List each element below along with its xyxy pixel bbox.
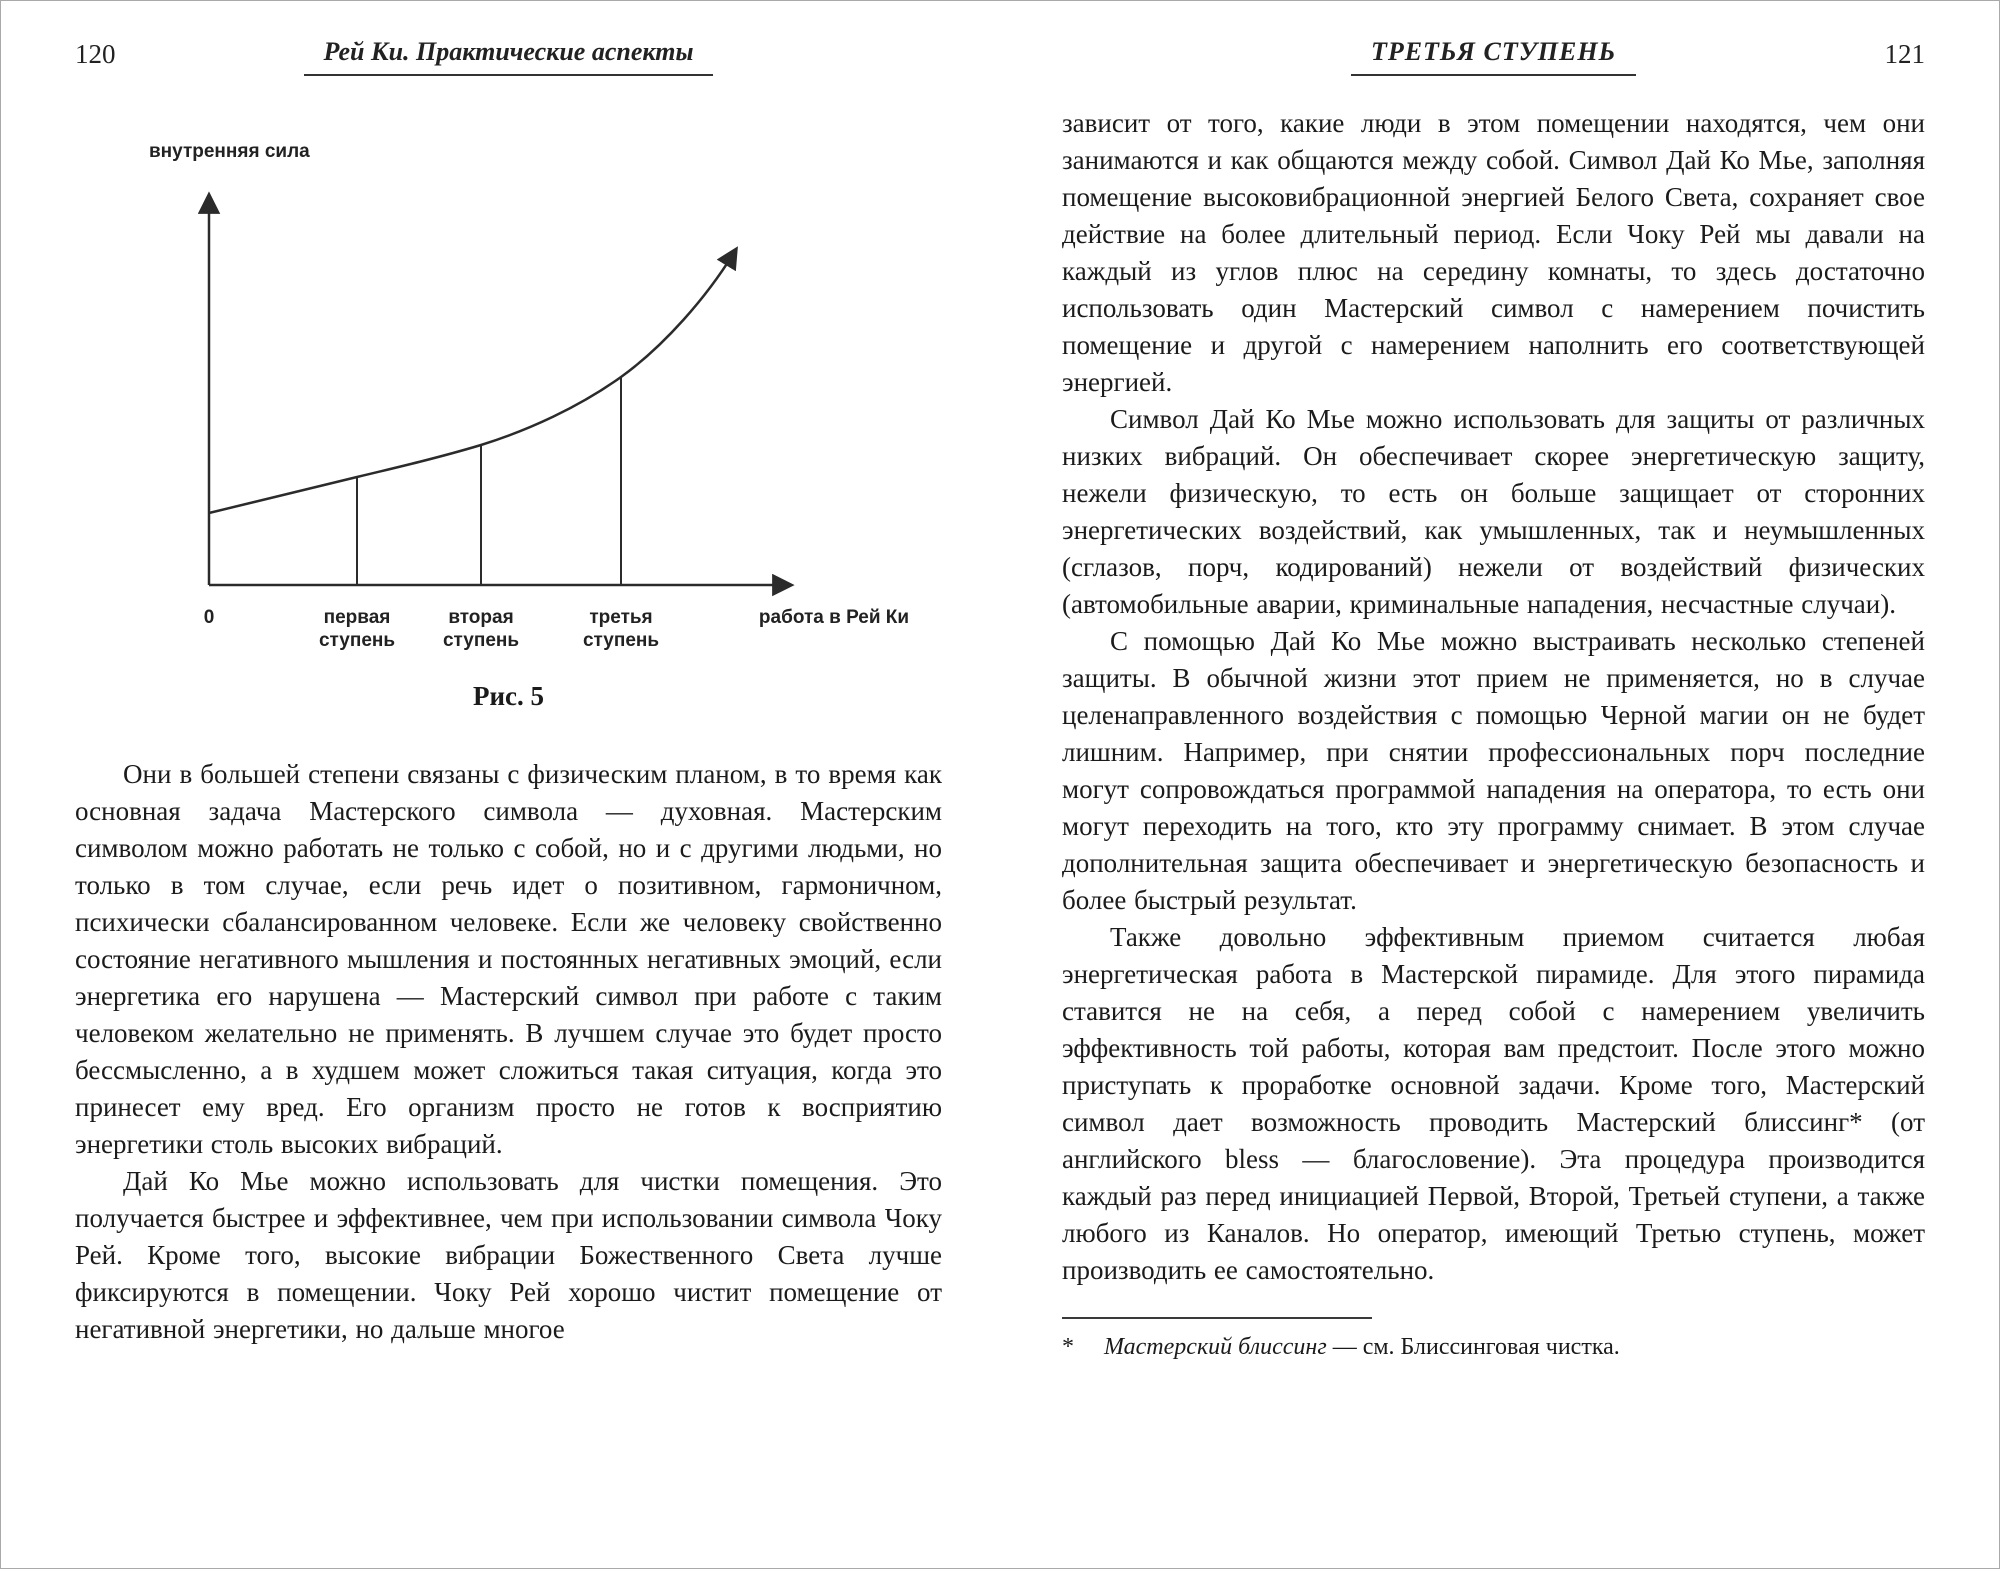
footnote-term: Мастерский блиссинг [1104, 1334, 1327, 1360]
page-right [1000, 1, 1999, 1568]
paragraph: Символ Дай Ко Мье можно использовать для защиты от различных низких вибраций. Он обеспечивает скорее энергетическую защиту, нежели физическую, то есть он больше защищает от сторонних энергетических воздействий, как умышленных, так и неумышленных (сглазов, порч, кодирований) нежели от воздействий физических (автомобильные аварии, криминальные нападения, несчастные случаи). [1062, 404, 1925, 619]
paragraph: С помощью Дай Ко Мье можно выстраивать несколько степеней защиты. В обычной жизни этот прием не применяется, но в случае целенаправленного воздействия с помощью Черной магии он не будет лишним. Например, при снятии профессиональных порч последние могут сопровождаться программой нападения на оператора, то есть они могут переходить на того, кто эту программу снимает. В этом случае дополнительная защита обеспечивает и энергетическую безопасность и более быстрый результат. [1062, 626, 1925, 915]
x-tick-1-line1: первая [323, 607, 390, 628]
footnote-text: — см. Блиссинговая чистка. [1326, 1334, 1620, 1360]
left-body-text [75, 756, 942, 1348]
left-header [75, 37, 942, 89]
x-axis-label: работа в Рей Ки [758, 607, 909, 628]
left-running-head: Рей Ки. Практические аспекты [304, 37, 714, 76]
x-tick-3-line2: ступень [582, 630, 659, 651]
right-page-number: 121 [1884, 39, 1925, 69]
figure-caption: Рис. 5 [472, 681, 545, 711]
y-axis-label: внутренняя сила [148, 141, 310, 162]
x-tick-origin: 0 [203, 607, 214, 628]
right-body-text [1062, 105, 1925, 1289]
right-header [1062, 37, 1925, 89]
x-tick-1-line2: ступень [318, 630, 395, 651]
paragraph: Они в большей степени связаны с физическим планом, в то время как основная задача Мастерского символа — духовная. Мастерским символом можно работать не только с собой, но и с другими людьми, но только в том случае, если речь идет о позитивном, гармоничном, психически сбалансированном человеке. Если же человеку свойственно состояние негативного мышления и постоянных негативных эмоций, если энергетика его нарушена — Мастерский символ при работе с таким человеком желательно не применять. В лучшем случае это будет просто бессмысленно, а в худшем может сложиться такая ситуация, когда это принесет ему вред. Его организм просто не готов к восприятию энергетики столь высоких вибраций. [75, 759, 942, 1159]
growth-curve [209, 251, 735, 513]
right-running-head: ТРЕТЬЯ СТУПЕНЬ [1351, 37, 1636, 76]
x-tick-3-line1: третья [588, 607, 653, 628]
figure-5 [75, 115, 942, 712]
footnote-rule [1062, 1317, 1372, 1319]
x-tick-2-line2: ступень [442, 630, 519, 651]
footnote-marker: * [1062, 1334, 1074, 1360]
paragraph: Также довольно эффективным приемом считается любая энергетическая работа в Мастерской пирамиде. Для этого пирамида ставится не на себя, а перед собой с намерением увеличить эффективность той работы, которая вам предстоит. После этого можно приступать к проработке основной задачи. Кроме того, Мастерский символ дает возможность проводить Мастерский блиссинг* (от английского bless — благословение). Эта процедура производится каждый раз перед инициацией Первой, Второй, Третьей ступени, а также любого из Каналов. Но оператор, имеющий Третью ступень, может производить ее самостоятельно. [1062, 922, 1925, 1285]
paragraph: зависит от того, какие люди в этом помещении находятся, чем они занимаются и как общаются между собой. Символ Дай Ко Мье, заполняя помещение высоковибрационной энергией Белого Света, сохраняет свое действие на более длительный период. Если Чоку Рей мы давали на каждый из углов плюс на середину комнаты, то здесь достаточно использовать один Мастерский символ с намерением почистить помещение и другой с намерением наполнить его соответствующей энергией. [1062, 108, 1925, 397]
footnote [1062, 1331, 1925, 1363]
figure-5-chart [89, 115, 929, 655]
page-left [1, 1, 1000, 1568]
left-page-number: 120 [75, 39, 116, 69]
x-tick-2-line1: вторая [447, 607, 514, 628]
paragraph: Дай Ко Мье можно использовать для чистки помещения. Это получается быстрее и эффективнее, чем при использовании символа Чоку Рей. Кроме того, высокие вибрации Божественного Света лучше фиксируются в помещении. Чоку Рей хорошо чистит помещение от негативной энергетики, но дальше многое [75, 1166, 942, 1344]
